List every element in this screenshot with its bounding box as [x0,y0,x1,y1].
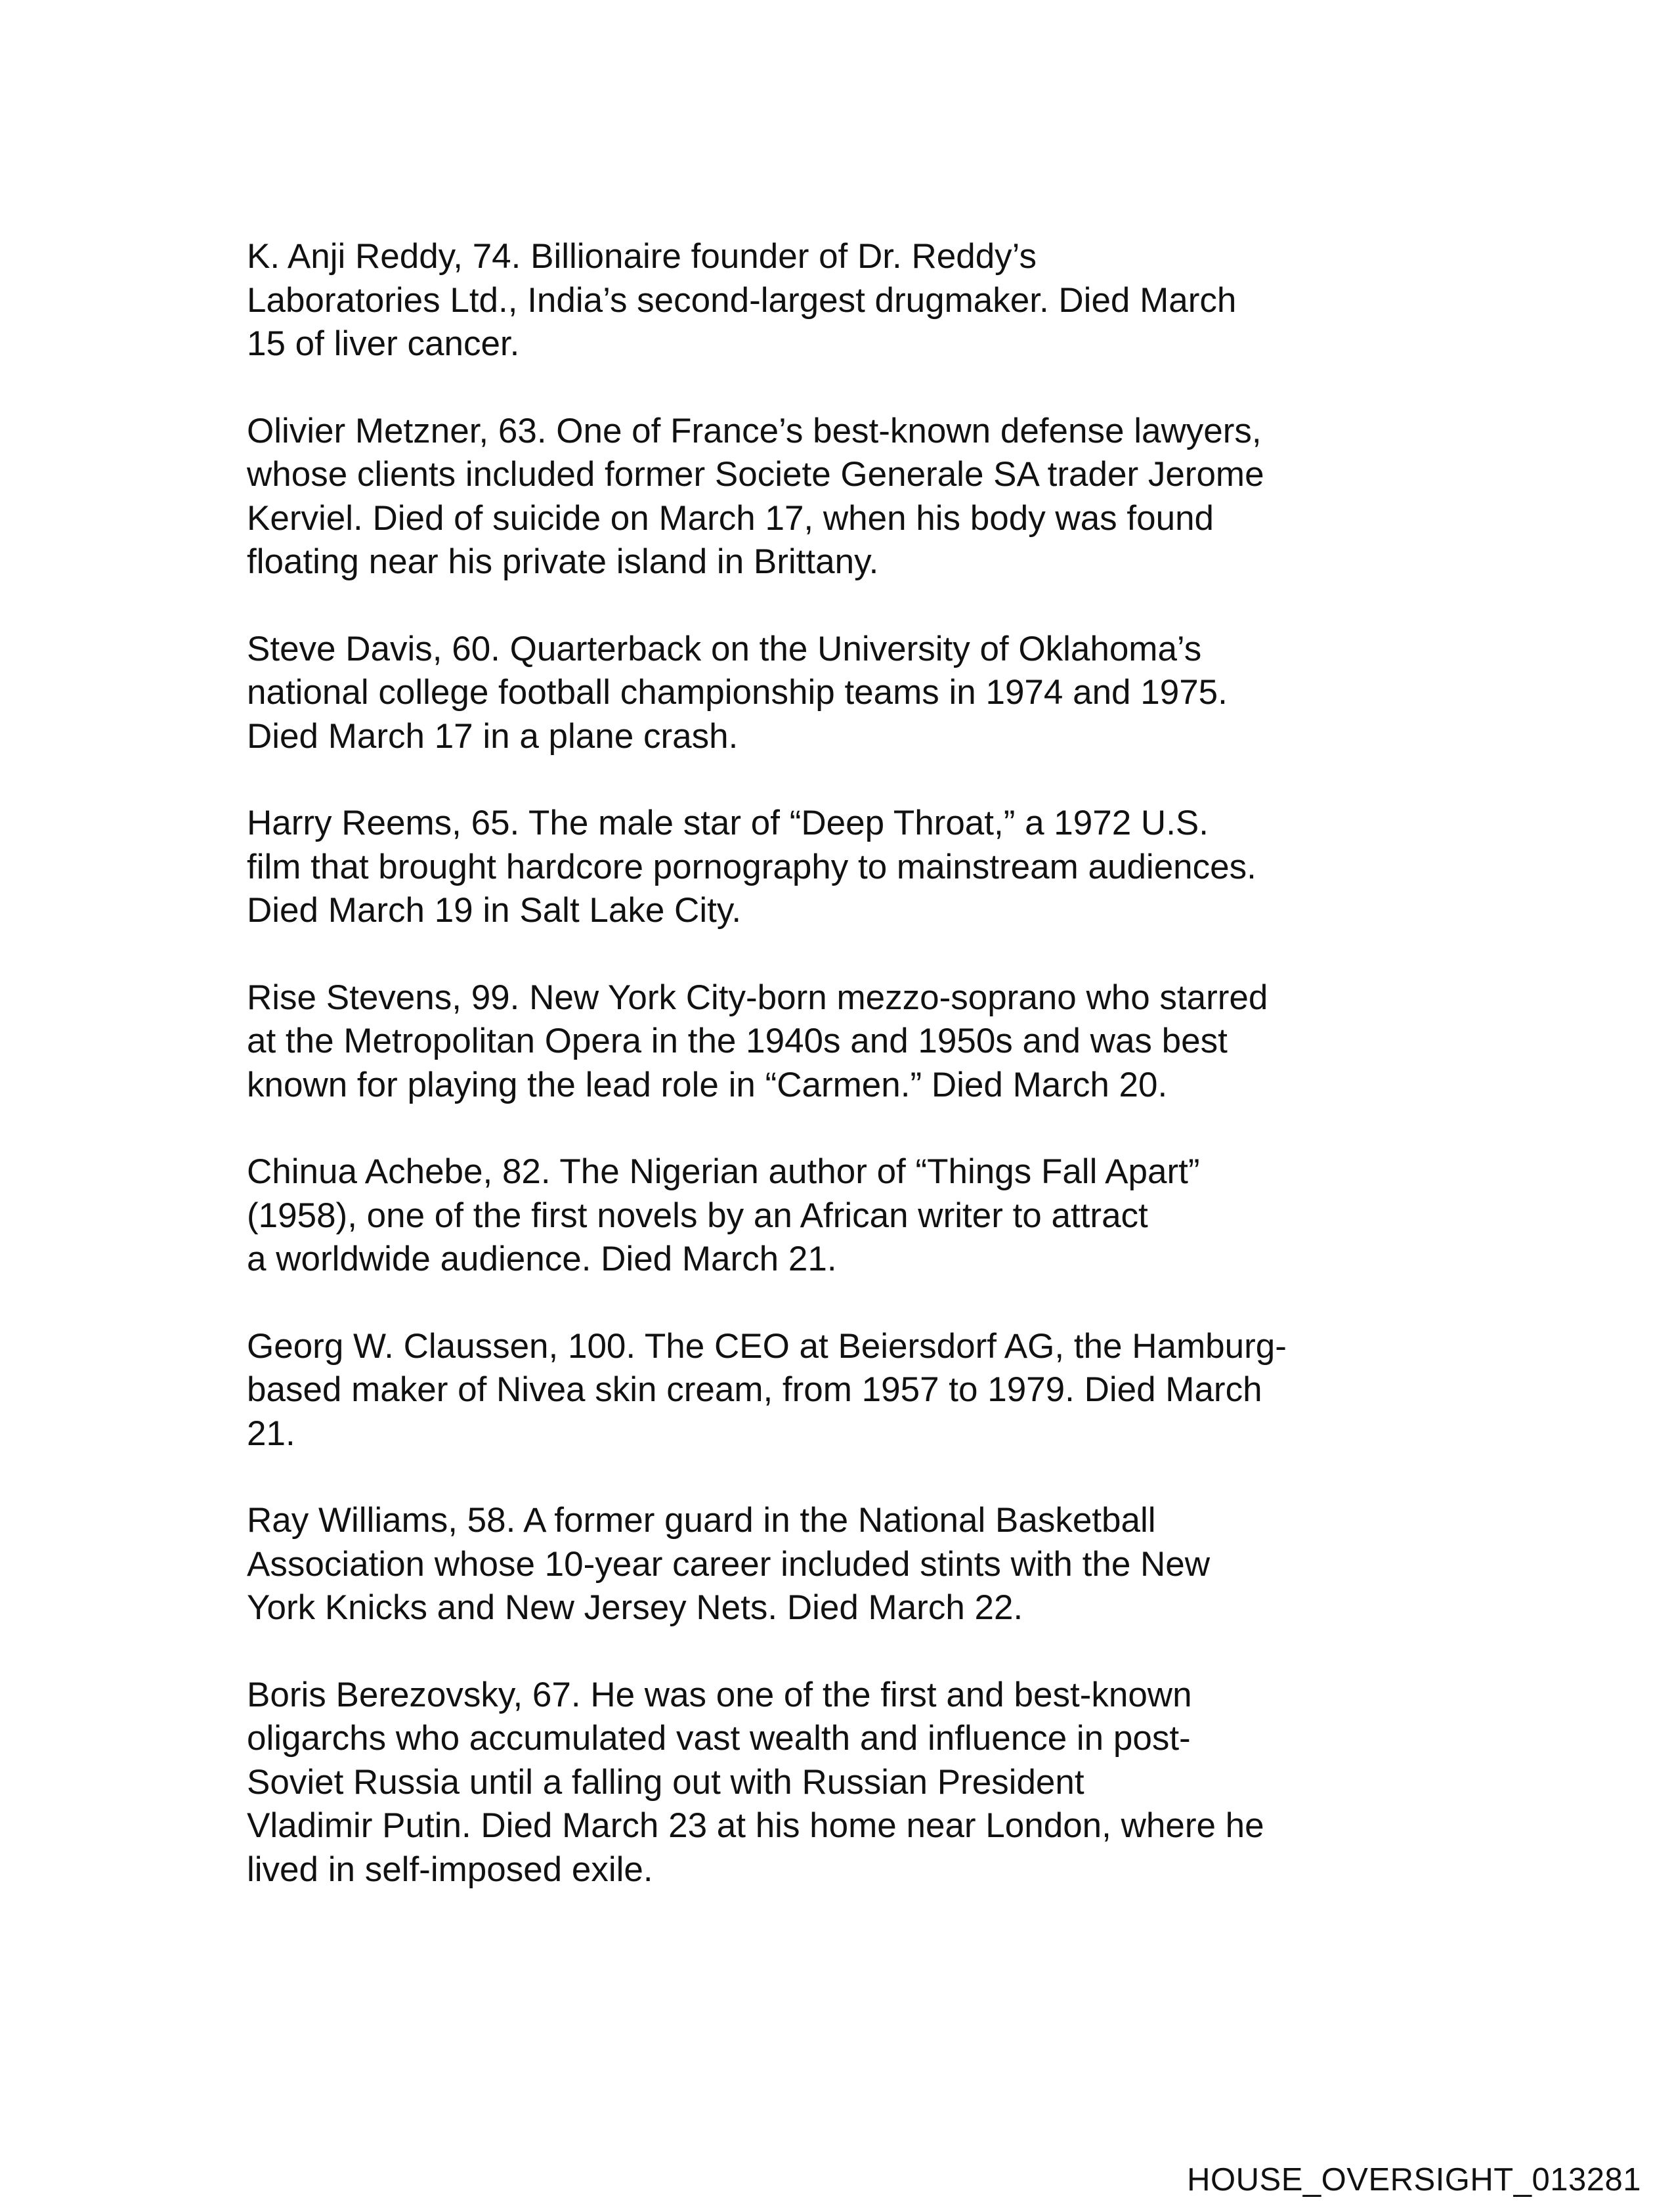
text-line: 21. [247,1414,295,1453]
text-line: (1958), one of the first novels by an African writer to attract [247,1196,1148,1235]
text-line: Died March 19 in Salt Lake City. [247,891,742,930]
text-line: whose clients included former Societe Generale SA trader Jerome [247,455,1264,494]
obituary-entry-davis [247,628,1415,759]
obituary-entry-stevens [247,976,1415,1108]
text-line: York Knicks and New Jersey Nets. Died March 22. [247,1588,1023,1627]
text-line: national college football championship teams in 1974 and 1975. [247,673,1228,712]
text-line: K. Anji Reddy, 74. Billionaire founder of Dr. Reddy’s [247,237,1037,276]
text-line: oligarchs who accumulated vast wealth and influence in post- [247,1719,1191,1758]
obituary-entry-reddy [247,235,1415,366]
document-id-stamp: HOUSE_OVERSIGHT_013281 [1187,2162,1641,2198]
obituary-entry-reems [247,802,1415,933]
text-line: Kerviel. Died of suicide on March 17, when his body was found [247,498,1214,538]
obituary-entry-achebe [247,1150,1415,1282]
text-line: at the Metropolitan Opera in the 1940s and 1950s and was best [247,1022,1228,1060]
text-line: a worldwide audience. Died March 21. [247,1240,837,1278]
text-line: Ray Williams, 58. A former guard in the National Basketball [247,1501,1156,1540]
obituary-entry-claussen [247,1325,1415,1456]
obituary-entry-berezovsky [247,1674,1415,1892]
text-line: Boris Berezovsky, 67. He was one of the first and best-known [247,1675,1192,1714]
text-line: Vladimir Putin. Died March 23 at his home near London, where he [247,1806,1264,1845]
text-line: floating near his private island in Brittany. [247,542,879,581]
obituary-entry-metzner [247,410,1415,584]
text-line: Association whose 10-year career included stints with the New [247,1544,1211,1584]
text-line: known for playing the lead role in “Carmen.” Died March 20. [247,1065,1168,1104]
text-line: Georg W. Claussen, 100. The CEO at Beiersdorf AG, the Hamburg- [247,1326,1287,1366]
text-line: Rise Stevens, 99. New York City-born mezzo-soprano who starred [247,978,1268,1017]
obituary-list [247,235,1415,1935]
text-line: Olivier Metzner, 63. One of France’s best-known defense lawyers, [247,411,1262,450]
text-line: 15 of liver cancer. [247,324,520,363]
text-line: Soviet Russia until a falling out with Russian President [247,1762,1084,1802]
text-line: Chinua Achebe, 82. The Nigerian author of “Things Fall Apart” [247,1152,1200,1191]
text-line: Steve Davis, 60. Quarterback on the University of Oklahoma’s [247,629,1202,668]
text-line: Laboratories Ltd., India’s second-largest drugmaker. Died March [247,280,1237,320]
text-line: based maker of Nivea skin cream, from 1957 to 1979. Died March [247,1370,1262,1409]
obituary-entry-williams [247,1499,1415,1630]
text-line: film that brought hardcore pornography to mainstream audiences. [247,847,1256,886]
text-line: lived in self-imposed exile. [247,1850,653,1889]
text-line: Harry Reems, 65. The male star of “Deep Throat,” a 1972 U.S. [247,804,1209,842]
text-line: Died March 17 in a plane crash. [247,716,739,756]
